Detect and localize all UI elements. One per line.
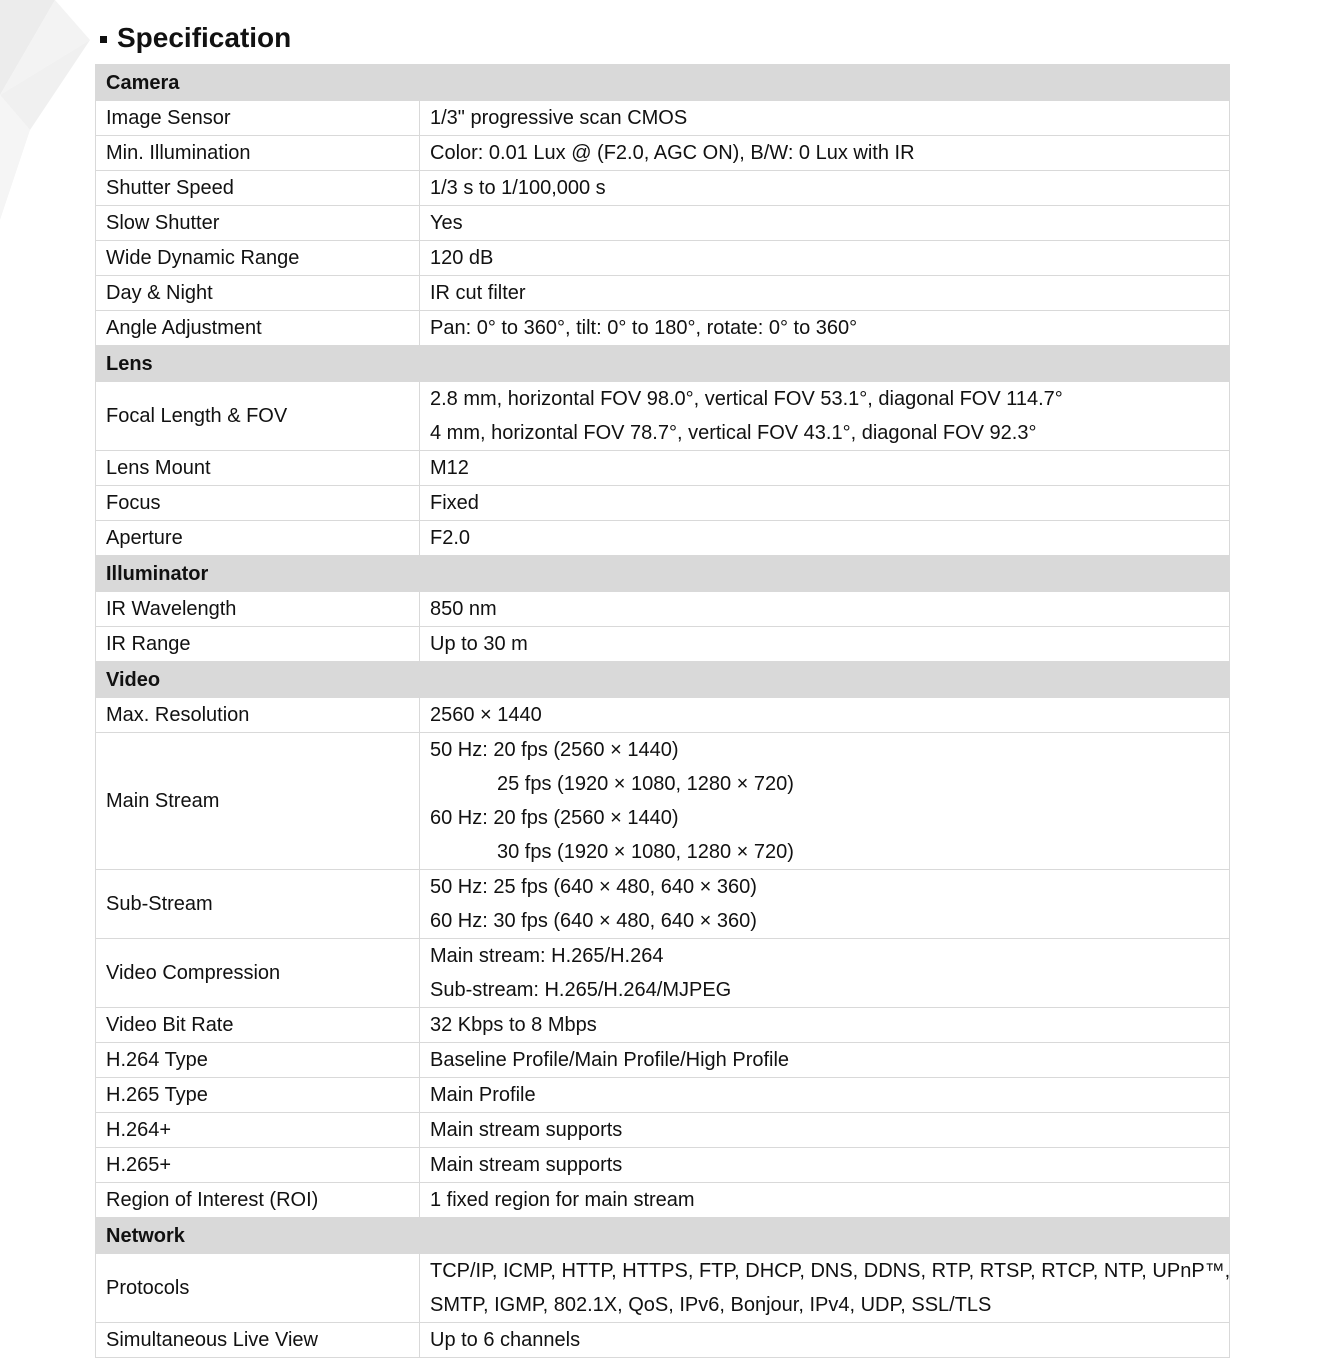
spec-label: Slow Shutter [96,206,420,241]
spec-value-line: 50 Hz: 25 fps (640 × 480, 640 × 360) [430,876,757,898]
spec-label: Video Bit Rate [96,1008,420,1043]
spec-label: Main Stream [96,733,420,870]
spec-value-line: 1/3 s to 1/100,000 s [430,177,606,199]
spec-value [420,698,1230,733]
section-header: Video [96,662,1230,698]
spec-value-line: Baseline Profile/Main Profile/High Profile [430,1049,790,1071]
spec-value [420,939,1230,1008]
spec-value-line: Fixed [430,492,479,514]
spec-value-line: Main stream: H.265/H.264 [430,945,664,967]
spec-value [420,1078,1230,1113]
spec-label: IR Range [96,627,420,662]
spec-label: Protocols [96,1254,420,1323]
spec-value [420,627,1230,662]
spec-label: Simultaneous Live View [96,1323,420,1358]
spec-value [420,101,1230,136]
spec-label: Region of Interest (ROI) [96,1183,420,1218]
table-row [96,276,1230,311]
spec-label: Min. Illumination [96,136,420,171]
section-header-row [96,346,1230,382]
spec-value-line: Up to 6 channels [430,1329,581,1351]
table-row [96,486,1230,521]
spec-value-line: IR cut filter [430,282,526,304]
spec-value-line: 60 Hz: 30 fps (640 × 480, 640 × 360) [430,910,757,932]
table-row [96,733,1230,870]
spec-label: H.265 Type [96,1078,420,1113]
decorative-corner-graphic [0,0,100,230]
spec-value [420,486,1230,521]
table-row [96,171,1230,206]
spec-value-line: Main stream supports [430,1119,623,1141]
section-header-row [96,65,1230,101]
spec-value-line: 2560 × 1440 [430,704,542,726]
spec-value-line: 850 nm [430,598,497,620]
spec-value [420,1323,1230,1358]
spec-value-line: M12 [430,457,469,479]
spec-label: Wide Dynamic Range [96,241,420,276]
spec-label: Aperture [96,521,420,556]
bullet-square-icon [100,36,107,43]
table-row [96,521,1230,556]
table-row [96,101,1230,136]
spec-value [420,521,1230,556]
spec-value [420,1148,1230,1183]
spec-label: H.264 Type [96,1043,420,1078]
table-row [96,311,1230,346]
spec-value [420,451,1230,486]
table-row [96,1113,1230,1148]
section-header-row [96,556,1230,592]
spec-label: Focal Length & FOV [96,382,420,451]
spec-value-line: 60 Hz: 20 fps (2560 × 1440) [430,807,679,829]
table-row [96,451,1230,486]
section-header: Illuminator [96,556,1230,592]
section-header-row [96,662,1230,698]
spec-label: Angle Adjustment [96,311,420,346]
spec-value-line: SMTP, IGMP, 802.1X, QoS, IPv6, Bonjour, IPv4, UDP, SSL/TLS [430,1294,992,1316]
spec-label: H.265+ [96,1148,420,1183]
spec-value-line: 50 Hz: 20 fps (2560 × 1440) [430,739,679,761]
table-row [96,698,1230,733]
table-row [96,1148,1230,1183]
section-header: Lens [96,346,1230,382]
spec-value [420,1183,1230,1218]
table-row [96,627,1230,662]
spec-label: Shutter Speed [96,171,420,206]
spec-value [420,1043,1230,1078]
spec-value [420,206,1230,241]
spec-value [420,276,1230,311]
spec-value-line: Color: 0.01 Lux @ (F2.0, AGC ON), B/W: 0 Lux with IR [430,142,915,164]
spec-value [420,241,1230,276]
spec-value [420,382,1230,451]
spec-label: Day & Night [96,276,420,311]
spec-value [420,1113,1230,1148]
spec-value-line: Up to 30 m [430,633,528,655]
page-title-text: Specification [117,22,292,53]
table-row [96,382,1230,451]
spec-value-line: TCP/IP, ICMP, HTTP, HTTPS, FTP, DHCP, DNS, DDNS, RTP, RTSP, RTCP, NTP, UPnP™, [430,1260,1231,1282]
table-row [96,1043,1230,1078]
spec-value [420,171,1230,206]
spec-value-line: 25 fps (1920 × 1080, 1280 × 720) [497,773,794,795]
spec-value-line: 1/3" progressive scan CMOS [430,107,688,129]
spec-value-line: Pan: 0° to 360°, tilt: 0° to 180°, rotate: 0° to 360° [430,317,858,339]
table-row [96,870,1230,939]
table-row [96,1008,1230,1043]
page-title [100,18,291,58]
section-header: Network [96,1218,1230,1254]
table-row [96,206,1230,241]
spec-value-line: 2.8 mm, horizontal FOV 98.0°, vertical FOV 53.1°, diagonal FOV 114.7° [430,388,1063,410]
spec-value [420,136,1230,171]
table-row [96,939,1230,1008]
spec-label: Image Sensor [96,101,420,136]
table-row [96,1254,1230,1323]
spec-label: Max. Resolution [96,698,420,733]
spec-value [420,592,1230,627]
table-row [96,592,1230,627]
spec-label: Sub-Stream [96,870,420,939]
table-row [96,1323,1230,1358]
section-header: Camera [96,65,1230,101]
table-row [96,1183,1230,1218]
spec-value-line: Main stream supports [430,1154,623,1176]
spec-value-line: 120 dB [430,247,494,269]
spec-value-line: 30 fps (1920 × 1080, 1280 × 720) [497,841,794,863]
spec-label: IR Wavelength [96,592,420,627]
spec-label: Focus [96,486,420,521]
spec-value-line: F2.0 [430,527,471,549]
spec-value-line: Sub-stream: H.265/H.264/MJPEG [430,979,732,1001]
table-row [96,136,1230,171]
spec-value [420,733,1230,870]
spec-label: H.264+ [96,1113,420,1148]
table-row [96,1078,1230,1113]
spec-label: Lens Mount [96,451,420,486]
spec-value-line: Yes [430,212,463,234]
spec-value-line: 1 fixed region for main stream [430,1189,695,1211]
spec-value [420,1008,1230,1043]
table-row [96,241,1230,276]
spec-value-line: 32 Kbps to 8 Mbps [430,1014,597,1036]
specification-table [95,64,1230,1358]
spec-value [420,1254,1230,1323]
spec-value-line: 4 mm, horizontal FOV 78.7°, vertical FOV 43.1°, diagonal FOV 92.3° [430,422,1037,444]
spec-label: Video Compression [96,939,420,1008]
section-header-row [96,1218,1230,1254]
spec-value [420,870,1230,939]
spec-value-line: Main Profile [430,1084,536,1106]
spec-value [420,311,1230,346]
